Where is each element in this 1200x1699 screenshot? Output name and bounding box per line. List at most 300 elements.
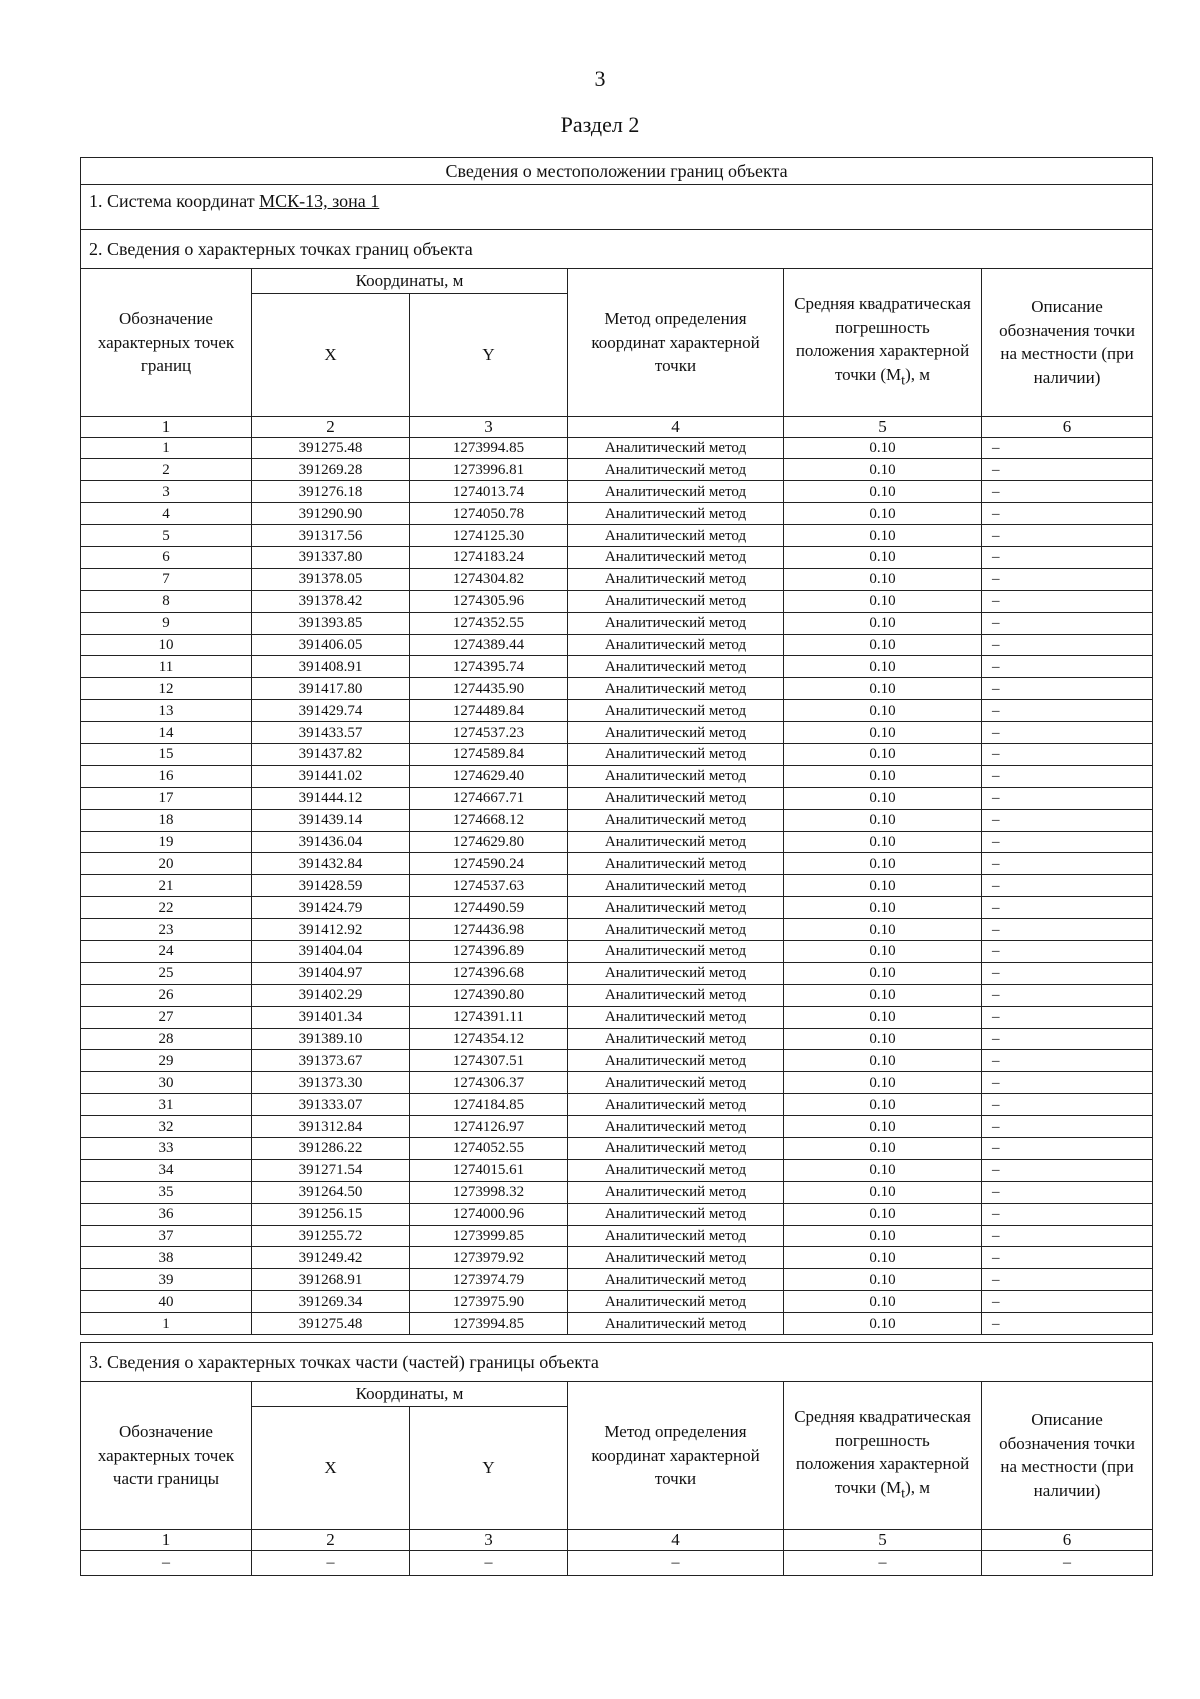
method: Аналитический метод xyxy=(568,1094,784,1116)
y-coordinate: 1274052.55 xyxy=(410,1138,568,1160)
x-coordinate: 391441.02 xyxy=(252,765,410,787)
y-coordinate: 1274391.11 xyxy=(410,1006,568,1028)
description: – xyxy=(982,984,1153,1006)
y-coordinate: 1274667.71 xyxy=(410,787,568,809)
y-coordinate: 1274629.40 xyxy=(410,765,568,787)
description: – xyxy=(982,962,1153,984)
x-coordinate: – xyxy=(252,1550,410,1575)
method: Аналитический метод xyxy=(568,875,784,897)
column-number: 5 xyxy=(784,416,982,437)
x-coordinate: 391337.80 xyxy=(252,546,410,568)
point-number: 31 xyxy=(81,1094,252,1116)
table-row xyxy=(81,678,1153,700)
point-number: 2 xyxy=(81,459,252,481)
error-value: 0.10 xyxy=(784,897,982,919)
method: – xyxy=(568,1550,784,1575)
description: – xyxy=(982,1138,1153,1160)
description: – xyxy=(982,590,1153,612)
table-row xyxy=(81,1006,1153,1028)
header-x: X xyxy=(252,293,410,416)
description: – xyxy=(982,1550,1153,1575)
point-number: 6 xyxy=(81,546,252,568)
error-value: 0.10 xyxy=(784,962,982,984)
description: – xyxy=(982,875,1153,897)
error-value: 0.10 xyxy=(784,656,982,678)
header-part-error-unit: ), м xyxy=(905,1477,931,1497)
point-number: 8 xyxy=(81,590,252,612)
table-row xyxy=(81,1181,1153,1203)
y-coordinate: 1274389.44 xyxy=(410,634,568,656)
error-value: 0.10 xyxy=(784,481,982,503)
point-number: 23 xyxy=(81,919,252,941)
error-value: 0.10 xyxy=(784,1225,982,1247)
error-value: 0.10 xyxy=(784,437,982,459)
y-coordinate: 1274489.84 xyxy=(410,700,568,722)
y-coordinate: 1273994.85 xyxy=(410,437,568,459)
point-number: 5 xyxy=(81,525,252,547)
point-number: 35 xyxy=(81,1181,252,1203)
x-coordinate: 391428.59 xyxy=(252,875,410,897)
table-row xyxy=(81,1138,1153,1160)
error-value: 0.10 xyxy=(784,590,982,612)
description: – xyxy=(982,1006,1153,1028)
method: Аналитический метод xyxy=(568,437,784,459)
description: – xyxy=(982,1225,1153,1247)
point-number: 32 xyxy=(81,1116,252,1138)
y-coordinate: 1274436.98 xyxy=(410,919,568,941)
method: Аналитический метод xyxy=(568,1138,784,1160)
x-coordinate: 391269.28 xyxy=(252,459,410,481)
method: Аналитический метод xyxy=(568,1247,784,1269)
method: Аналитический метод xyxy=(568,1203,784,1225)
method: Аналитический метод xyxy=(568,612,784,634)
point-number: 36 xyxy=(81,1203,252,1225)
method: Аналитический метод xyxy=(568,722,784,744)
header-part-point-designation: Обозначение характерных точек части границы xyxy=(81,1382,252,1530)
description: – xyxy=(982,1072,1153,1094)
method: Аналитический метод xyxy=(568,525,784,547)
table-row xyxy=(81,634,1153,656)
header-error-sub: t xyxy=(901,371,906,388)
x-coordinate: 391268.91 xyxy=(252,1269,410,1291)
method: Аналитический метод xyxy=(568,787,784,809)
table-row xyxy=(81,875,1153,897)
point-number: 27 xyxy=(81,1006,252,1028)
x-coordinate: 391429.74 xyxy=(252,700,410,722)
error-value: 0.10 xyxy=(784,1159,982,1181)
x-coordinate: 391424.79 xyxy=(252,897,410,919)
y-coordinate: 1273979.92 xyxy=(410,1247,568,1269)
table-row xyxy=(81,1094,1153,1116)
description: – xyxy=(982,546,1153,568)
x-coordinate: 391393.85 xyxy=(252,612,410,634)
coordinate-system-value: МСК-13, зона 1 xyxy=(259,191,380,211)
error-value: 0.10 xyxy=(784,1269,982,1291)
description: – xyxy=(982,1291,1153,1313)
section3-title: 3. Сведения о характерных точках части (частей) границы объекта xyxy=(81,1343,1153,1382)
header-part-y: Y xyxy=(410,1406,568,1529)
y-coordinate: 1274396.89 xyxy=(410,940,568,962)
table-row xyxy=(81,1247,1153,1269)
error-value: 0.10 xyxy=(784,634,982,656)
y-coordinate: 1274589.84 xyxy=(410,743,568,765)
description: – xyxy=(982,1181,1153,1203)
error-value: 0.10 xyxy=(784,722,982,744)
x-coordinate: 391256.15 xyxy=(252,1203,410,1225)
point-number: 38 xyxy=(81,1247,252,1269)
description: – xyxy=(982,809,1153,831)
method: Аналитический метод xyxy=(568,809,784,831)
table-row xyxy=(81,1028,1153,1050)
error-value: 0.10 xyxy=(784,1291,982,1313)
point-number: 21 xyxy=(81,875,252,897)
method: Аналитический метод xyxy=(568,831,784,853)
error-value: 0.10 xyxy=(784,875,982,897)
x-coordinate: 391432.84 xyxy=(252,853,410,875)
point-number: 26 xyxy=(81,984,252,1006)
error-value: 0.10 xyxy=(784,1094,982,1116)
point-number: 20 xyxy=(81,853,252,875)
x-coordinate: 391269.34 xyxy=(252,1291,410,1313)
y-coordinate: 1274537.63 xyxy=(410,875,568,897)
method: Аналитический метод xyxy=(568,743,784,765)
table-row xyxy=(81,984,1153,1006)
description: – xyxy=(982,1116,1153,1138)
error-value: 0.10 xyxy=(784,1028,982,1050)
x-coordinate: 391408.91 xyxy=(252,656,410,678)
x-coordinate: 391444.12 xyxy=(252,787,410,809)
table-row xyxy=(81,1050,1153,1072)
method: Аналитический метод xyxy=(568,1028,784,1050)
error-value: 0.10 xyxy=(784,503,982,525)
y-coordinate: 1274184.85 xyxy=(410,1094,568,1116)
description: – xyxy=(982,634,1153,656)
header-description: Описание обозначения точки на местности (при наличии) xyxy=(982,269,1153,417)
method: Аналитический метод xyxy=(568,1269,784,1291)
table-row xyxy=(81,590,1153,612)
point-number: 34 xyxy=(81,1159,252,1181)
method: Аналитический метод xyxy=(568,568,784,590)
x-coordinate: 391433.57 xyxy=(252,722,410,744)
y-coordinate: 1273996.81 xyxy=(410,459,568,481)
table-row xyxy=(81,1225,1153,1247)
point-number: 33 xyxy=(81,1138,252,1160)
table-row xyxy=(81,1203,1153,1225)
y-coordinate: 1274435.90 xyxy=(410,678,568,700)
point-number: 18 xyxy=(81,809,252,831)
description: – xyxy=(982,1269,1153,1291)
description: – xyxy=(982,765,1153,787)
method: Аналитический метод xyxy=(568,1159,784,1181)
x-coordinate: 391290.90 xyxy=(252,503,410,525)
table-row xyxy=(81,1072,1153,1094)
method: Аналитический метод xyxy=(568,634,784,656)
method: Аналитический метод xyxy=(568,1225,784,1247)
y-coordinate: 1274305.96 xyxy=(410,590,568,612)
table-row xyxy=(81,1550,1153,1575)
column-number: 3 xyxy=(410,416,568,437)
method: Аналитический метод xyxy=(568,678,784,700)
x-coordinate: 391312.84 xyxy=(252,1116,410,1138)
y-coordinate: 1274126.97 xyxy=(410,1116,568,1138)
method: Аналитический метод xyxy=(568,940,784,962)
error-value: 0.10 xyxy=(784,743,982,765)
description: – xyxy=(982,1247,1153,1269)
method: Аналитический метод xyxy=(568,503,784,525)
method: Аналитический метод xyxy=(568,1050,784,1072)
description: – xyxy=(982,919,1153,941)
description: – xyxy=(982,437,1153,459)
y-coordinate: 1274629.80 xyxy=(410,831,568,853)
x-coordinate: 391333.07 xyxy=(252,1094,410,1116)
x-coordinate: 391249.42 xyxy=(252,1247,410,1269)
method: Аналитический метод xyxy=(568,1181,784,1203)
method: Аналитический метод xyxy=(568,656,784,678)
method: Аналитический метод xyxy=(568,1313,784,1335)
point-number: 3 xyxy=(81,481,252,503)
header-part-error-sub: t xyxy=(901,1484,906,1501)
table-row xyxy=(81,1313,1153,1335)
table-row xyxy=(81,568,1153,590)
y-coordinate: 1274396.68 xyxy=(410,962,568,984)
description: – xyxy=(982,1094,1153,1116)
y-coordinate: 1274000.96 xyxy=(410,1203,568,1225)
description: – xyxy=(982,525,1153,547)
error-value: 0.10 xyxy=(784,1116,982,1138)
description: – xyxy=(982,503,1153,525)
error-value: 0.10 xyxy=(784,1006,982,1028)
header-error-unit: ), м xyxy=(905,364,931,384)
description: – xyxy=(982,897,1153,919)
description: – xyxy=(982,743,1153,765)
point-number: 9 xyxy=(81,612,252,634)
x-coordinate: 391402.29 xyxy=(252,984,410,1006)
description: – xyxy=(982,700,1153,722)
x-coordinate: 391389.10 xyxy=(252,1028,410,1050)
header-part-coordinates: Координаты, м xyxy=(252,1382,568,1407)
description: – xyxy=(982,940,1153,962)
table-row xyxy=(81,897,1153,919)
table-row xyxy=(81,962,1153,984)
x-coordinate: 391417.80 xyxy=(252,678,410,700)
error-value: 0.10 xyxy=(784,831,982,853)
x-coordinate: 391276.18 xyxy=(252,481,410,503)
part-column-numbers-row xyxy=(81,1529,1153,1550)
column-number: 4 xyxy=(568,416,784,437)
description: – xyxy=(982,787,1153,809)
table-row xyxy=(81,809,1153,831)
method: Аналитический метод xyxy=(568,590,784,612)
error-value: 0.10 xyxy=(784,787,982,809)
error-value: 0.10 xyxy=(784,525,982,547)
y-coordinate: 1274304.82 xyxy=(410,568,568,590)
table-row xyxy=(81,459,1153,481)
header-y: Y xyxy=(410,293,568,416)
table-row xyxy=(81,700,1153,722)
column-number: 5 xyxy=(784,1529,982,1550)
table-row xyxy=(81,481,1153,503)
error-value: 0.10 xyxy=(784,1181,982,1203)
coordinate-system-label: 1. Система координат xyxy=(89,191,260,211)
column-number: 6 xyxy=(982,1529,1153,1550)
point-number: 16 xyxy=(81,765,252,787)
error-value: 0.10 xyxy=(784,568,982,590)
error-value: 0.10 xyxy=(784,984,982,1006)
point-number: – xyxy=(81,1550,252,1575)
table-title: Сведения о местоположении границ объекта xyxy=(81,158,1153,185)
column-number: 1 xyxy=(81,1529,252,1550)
y-coordinate: 1274390.80 xyxy=(410,984,568,1006)
y-coordinate: 1274306.37 xyxy=(410,1072,568,1094)
description: – xyxy=(982,1203,1153,1225)
point-number: 15 xyxy=(81,743,252,765)
y-coordinate: 1274013.74 xyxy=(410,481,568,503)
method: Аналитический метод xyxy=(568,984,784,1006)
method: Аналитический метод xyxy=(568,1116,784,1138)
method: Аналитический метод xyxy=(568,481,784,503)
description: – xyxy=(982,1159,1153,1181)
y-coordinate: 1274050.78 xyxy=(410,503,568,525)
column-number: 6 xyxy=(982,416,1153,437)
point-number: 17 xyxy=(81,787,252,809)
description: – xyxy=(982,656,1153,678)
x-coordinate: 391255.72 xyxy=(252,1225,410,1247)
table-row xyxy=(81,612,1153,634)
y-coordinate: 1274354.12 xyxy=(410,1028,568,1050)
table-row xyxy=(81,787,1153,809)
method: Аналитический метод xyxy=(568,459,784,481)
section2-title: 2. Сведения о характерных точках границ объекта xyxy=(81,230,1153,269)
table-row xyxy=(81,743,1153,765)
column-number: 4 xyxy=(568,1529,784,1550)
description: – xyxy=(982,481,1153,503)
x-coordinate: 391404.97 xyxy=(252,962,410,984)
y-coordinate: 1273999.85 xyxy=(410,1225,568,1247)
y-coordinate: 1274590.24 xyxy=(410,853,568,875)
error-value: 0.10 xyxy=(784,1072,982,1094)
method: Аналитический метод xyxy=(568,962,784,984)
point-number: 10 xyxy=(81,634,252,656)
table-row xyxy=(81,722,1153,744)
error-value: 0.10 xyxy=(784,1313,982,1335)
table-row xyxy=(81,525,1153,547)
table-row xyxy=(81,1291,1153,1313)
x-coordinate: 391406.05 xyxy=(252,634,410,656)
y-coordinate: 1274015.61 xyxy=(410,1159,568,1181)
table-row xyxy=(81,1159,1153,1181)
error-value: 0.10 xyxy=(784,546,982,568)
x-coordinate: 391401.34 xyxy=(252,1006,410,1028)
table-row xyxy=(81,546,1153,568)
header-method: Метод определения координат характерной точки xyxy=(568,269,784,417)
point-number: 24 xyxy=(81,940,252,962)
table-row xyxy=(81,1269,1153,1291)
error-value: 0.10 xyxy=(784,700,982,722)
y-coordinate: 1274125.30 xyxy=(410,525,568,547)
header-coordinates: Координаты, м xyxy=(252,269,568,294)
x-coordinate: 391317.56 xyxy=(252,525,410,547)
method: Аналитический метод xyxy=(568,1072,784,1094)
y-coordinate: 1274183.24 xyxy=(410,546,568,568)
point-number: 29 xyxy=(81,1050,252,1072)
point-number: 40 xyxy=(81,1291,252,1313)
column-number: 2 xyxy=(252,416,410,437)
table-row xyxy=(81,853,1153,875)
error-value: 0.10 xyxy=(784,919,982,941)
error-value: 0.10 xyxy=(784,765,982,787)
method: Аналитический метод xyxy=(568,1006,784,1028)
section-title: Раздел 2 xyxy=(560,112,640,137)
point-number: 4 xyxy=(81,503,252,525)
x-coordinate: 391436.04 xyxy=(252,831,410,853)
x-coordinate: 391404.04 xyxy=(252,940,410,962)
method: Аналитический метод xyxy=(568,853,784,875)
point-number: 7 xyxy=(81,568,252,590)
point-number: 37 xyxy=(81,1225,252,1247)
point-number: 12 xyxy=(81,678,252,700)
method: Аналитический метод xyxy=(568,700,784,722)
header-error xyxy=(784,269,982,417)
error-value: 0.10 xyxy=(784,612,982,634)
point-number: 11 xyxy=(81,656,252,678)
column-number: 1 xyxy=(81,416,252,437)
description: – xyxy=(982,459,1153,481)
x-coordinate: 391264.50 xyxy=(252,1181,410,1203)
x-coordinate: 391275.48 xyxy=(252,437,410,459)
table-row xyxy=(81,919,1153,941)
method: Аналитический метод xyxy=(568,546,784,568)
x-coordinate: 391439.14 xyxy=(252,809,410,831)
table-row xyxy=(81,765,1153,787)
table-row xyxy=(81,437,1153,459)
point-number: 22 xyxy=(81,897,252,919)
table-row xyxy=(81,831,1153,853)
y-coordinate: 1274352.55 xyxy=(410,612,568,634)
description: – xyxy=(982,722,1153,744)
description: – xyxy=(982,678,1153,700)
point-number: 19 xyxy=(81,831,252,853)
y-coordinate: 1273975.90 xyxy=(410,1291,568,1313)
y-coordinate: 1274307.51 xyxy=(410,1050,568,1072)
header-part-description: Описание обозначения точки на местности (при наличии) xyxy=(982,1382,1153,1530)
x-coordinate: 391412.92 xyxy=(252,919,410,941)
error-value: 0.10 xyxy=(784,940,982,962)
y-coordinate: 1273974.79 xyxy=(410,1269,568,1291)
part-boundary-points-table xyxy=(80,1342,1153,1576)
point-number: 1 xyxy=(81,437,252,459)
column-number: 3 xyxy=(410,1529,568,1550)
y-coordinate: 1274395.74 xyxy=(410,656,568,678)
header-part-x: X xyxy=(252,1406,410,1529)
method: Аналитический метод xyxy=(568,765,784,787)
x-coordinate: 391271.54 xyxy=(252,1159,410,1181)
method: Аналитический метод xyxy=(568,897,784,919)
table-row xyxy=(81,940,1153,962)
error-value: 0.10 xyxy=(784,809,982,831)
method: Аналитический метод xyxy=(568,919,784,941)
point-number: 39 xyxy=(81,1269,252,1291)
x-coordinate: 391275.48 xyxy=(252,1313,410,1335)
point-number: 1 xyxy=(81,1313,252,1335)
description: – xyxy=(982,1028,1153,1050)
table-row xyxy=(81,503,1153,525)
x-coordinate: 391373.67 xyxy=(252,1050,410,1072)
header-part-error-text: Средняя квадратическая погрешность положения характерной точки (M xyxy=(794,1407,971,1497)
table-row xyxy=(81,1116,1153,1138)
error-value: 0.10 xyxy=(784,1138,982,1160)
y-coordinate: 1274490.59 xyxy=(410,897,568,919)
header-error-text: Средняя квадратическая погрешность положения характерной точки (M xyxy=(794,294,971,384)
